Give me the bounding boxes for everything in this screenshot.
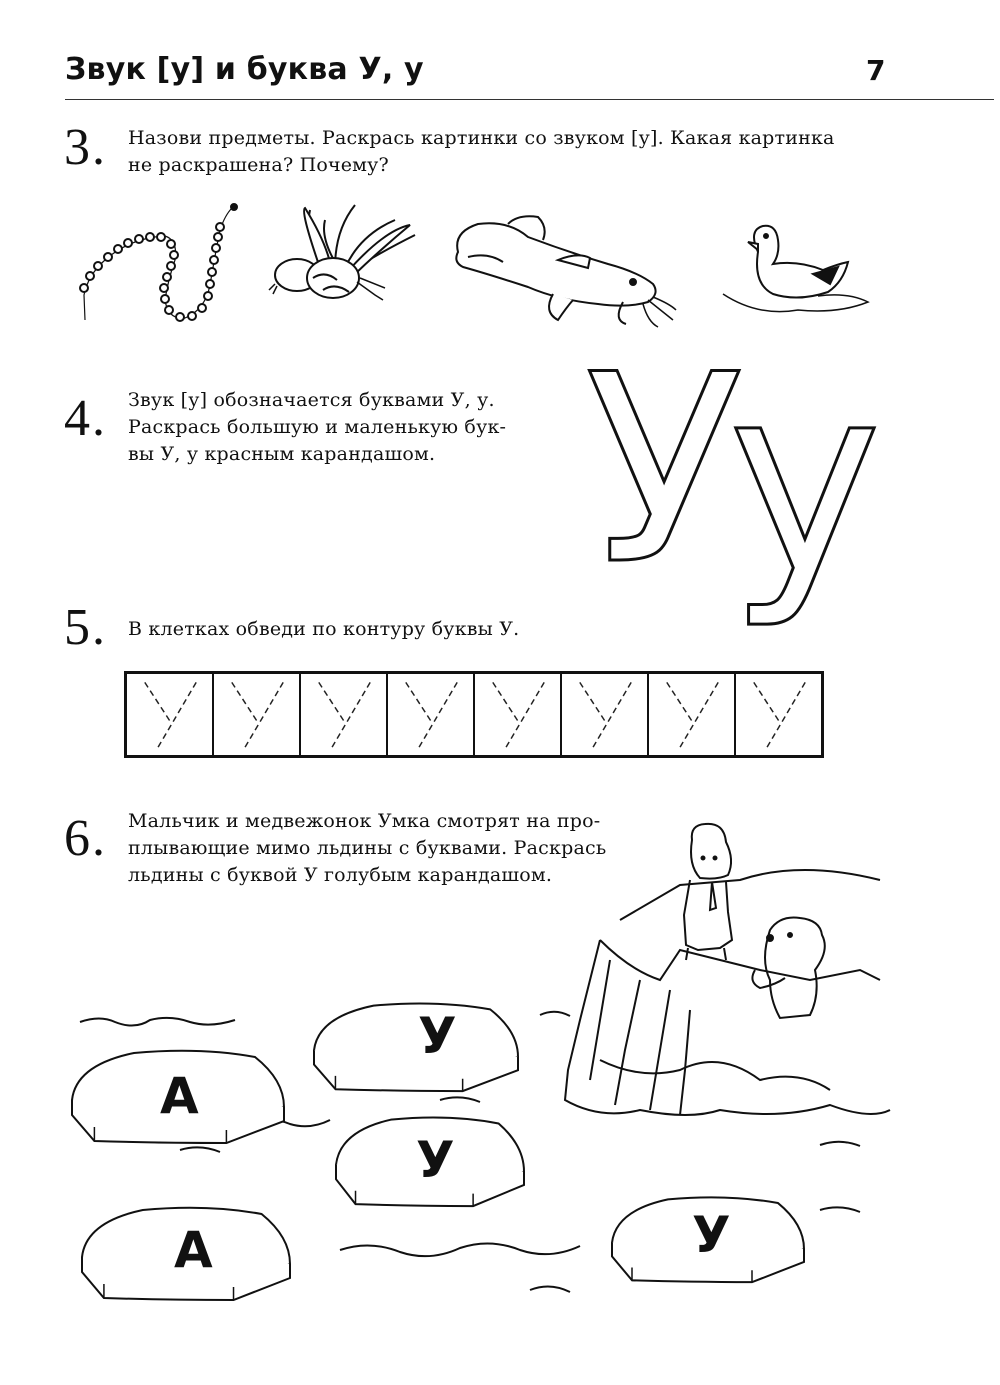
ice-floe[interactable]: [608, 1192, 808, 1284]
task-6-number: 6.: [64, 810, 105, 867]
tracing-cell[interactable]: [301, 674, 388, 755]
tracing-cell[interactable]: [214, 674, 301, 755]
dashed-letter-y: [301, 674, 386, 755]
big-letters: [580, 320, 882, 632]
page-number: 7: [866, 54, 886, 87]
dashed-letter-y: [127, 674, 212, 755]
floe-letter: У: [692, 1206, 731, 1264]
ice-floe[interactable]: [78, 1202, 294, 1302]
onion-icon: [265, 200, 425, 310]
task-3-text: Назови предметы. Раскрась картинки со звуком [у]. Какая картинка не раскрашена? Почему?: [128, 127, 835, 176]
tracing-cell[interactable]: [475, 674, 562, 755]
floe-letter: А: [174, 1221, 213, 1279]
tracing-cell[interactable]: [649, 674, 736, 755]
boy-figure: [684, 824, 732, 960]
duck-icon: [718, 222, 878, 317]
big-letter-lower: у: [728, 330, 882, 632]
tracing-cell[interactable]: [562, 674, 649, 755]
dashed-letter-y: [214, 674, 299, 755]
beads-icon: [70, 200, 250, 330]
bear-cub-figure: [752, 918, 824, 1019]
tracing-cell[interactable]: [127, 674, 214, 755]
ice-floe[interactable]: [332, 1112, 528, 1208]
ice-floe[interactable]: [310, 998, 522, 1093]
task-4-text: Звук [у] обозначается буквами У, у. Раскрась большую и маленькую бук- вы У, у красным карандашом.: [128, 389, 507, 465]
floe-letter: А: [160, 1067, 199, 1125]
dashed-letter-y: [475, 674, 560, 755]
tracing-cell[interactable]: [388, 674, 475, 755]
tracing-cells: [124, 671, 824, 758]
big-letter-upper: У: [585, 320, 744, 622]
dashed-letter-y: [736, 674, 821, 755]
task-3-number: 3.: [64, 119, 105, 176]
page-title: Звук [у] и буква У, у: [65, 52, 424, 87]
tracing-cell[interactable]: [736, 674, 821, 755]
task-5-number: 5.: [64, 599, 105, 656]
task-6-text: Мальчик и медвежонок Умка смотрят на про- плывающие мимо льдины с буквами. Раскрась льдины с буквой У голубым карандашом.: [128, 810, 607, 886]
dashed-letter-y: [388, 674, 473, 755]
floe-letter: У: [416, 1131, 455, 1189]
dashed-letter-y: [562, 674, 647, 755]
dashed-letter-y: [649, 674, 734, 755]
task-5-text: В клетках обведи по контуру буквы У.: [128, 618, 520, 640]
floe-letter: У: [418, 1007, 457, 1065]
task-4-number: 4.: [64, 390, 105, 447]
ice-floe[interactable]: [68, 1045, 288, 1145]
header-divider: [65, 99, 994, 100]
catfish-icon: [448, 212, 678, 332]
